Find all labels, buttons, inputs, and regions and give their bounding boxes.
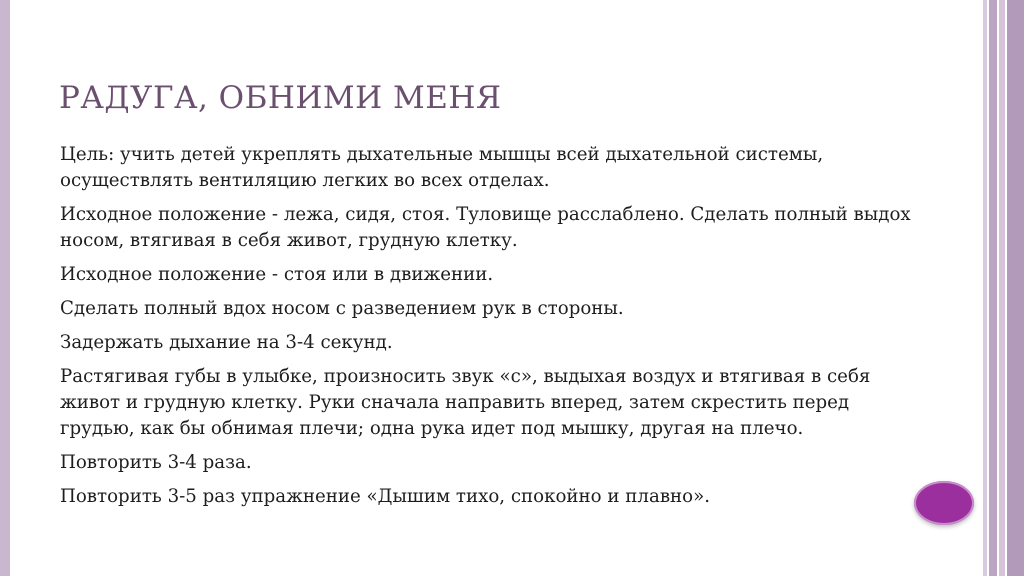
body-paragraph: Цель: учить детей укреплять дыхательные мышцы всей дыхательной системы, осуществлять вентиляцию легких во всех отделах. — [60, 144, 824, 191]
body-paragraph: Исходное положение - стоя или в движении. — [60, 264, 494, 285]
right-stripe-decoration — [983, 0, 987, 576]
right-stripe-decoration — [989, 0, 997, 576]
right-stripe-decoration — [999, 0, 1005, 576]
body-paragraph: Сделать полный вдох носом с разведением рук в стороны. — [60, 298, 624, 319]
slide-title: РАДУГА, ОБНИМИ МЕНЯ — [59, 80, 502, 116]
body-paragraph: Растягивая губы в улыбке, произносить звук «с», выдыхая воздух и втягивая в себя живот и грудную клетку. Руки сначала направить вперед, затем скрестить перед грудью, как бы обнимая плечи; одна рука идет под мышку, другая на плечо. — [60, 366, 871, 439]
slide-body — [60, 142, 920, 518]
right-stripe-decoration — [1007, 0, 1024, 576]
body-paragraph: Повторить 3-5 раз упражнение «Дышим тихо, спокойно и плавно». — [60, 486, 711, 507]
body-paragraph: Повторить 3-4 раза. — [60, 452, 252, 473]
slide-nav-button[interactable] — [914, 481, 974, 525]
left-border-decoration — [0, 0, 10, 576]
body-paragraph: Задержать дыхание на 3-4 секунд. — [60, 332, 393, 353]
body-paragraph: Исходное положение - лежа, сидя, стоя. Туловище расслаблено. Сделать полный выдох носом, втягивая в себя живот, грудную клетку. — [60, 204, 911, 251]
